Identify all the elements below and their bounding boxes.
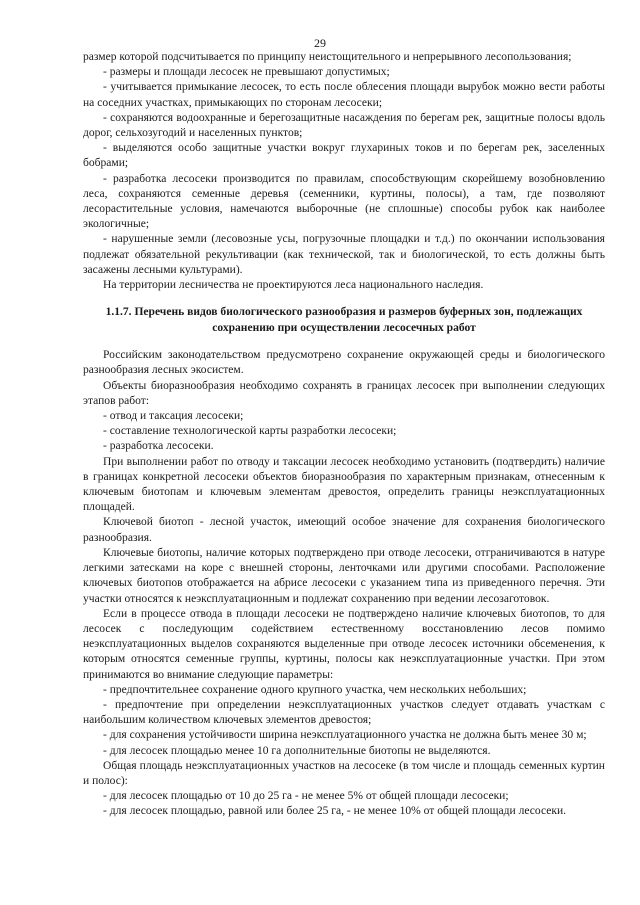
paragraph: Ключевые биотопы, наличие которых подтверждено при отводе лесосеки, отграничиваются в натуре легкими затесками на коре с внешней стороны, ленточками или другими способами. Расположение ключевых биотопов отображается на абрисе лесосеки с указанием типа из приведенного перечня. Эти участки относятся к неэксплуатационным и подлежат сохранению при ведении лесозаготовок.	[83, 546, 605, 605]
paragraph: При выполнении работ по отводу и таксации лесосек необходимо установить (подтвердить) наличие в границах конкретной лесосеки объектов биоразнообразия по характерным признакам, отнесенным к ключевым биотопам и ключевым элементам древостоя, определить границы неэксплуатационных площадей.	[83, 455, 605, 514]
paragraph: Российским законодательством предусмотрено сохранение окружающей среды и биологического разнообразия лесных экосистем.	[83, 349, 605, 377]
paragraph: - разработка лесосеки производится по правилам, способствующим скорейшему возобновлению леса, сохраняются семенные деревья (семенники, куртины, полосы), а там, где позволяют лесорастительные условия, намечаются выборочные (не сплошные) способы рубок как наиболее экологичные;	[83, 172, 605, 231]
paragraph: Объекты биоразнообразия необходимо сохранять в границах лесосек при выполнении следующих этапов работ:	[83, 379, 605, 407]
page-number: 29	[314, 36, 326, 50]
paragraph: - предпочтительнее сохранение одного крупного участка, чем нескольких небольших;	[103, 683, 527, 696]
paragraph: - составление технологической карты разработки лесосеки;	[103, 425, 397, 438]
paragraph: Ключевой биотоп - лесной участок, имеющий особое значение для сохранения биологического разнообразия.	[83, 516, 605, 544]
paragraph: - выделяются особо защитные участки вокруг глухариных токов и по берегам рек, заселенных бобрами;	[83, 142, 605, 170]
paragraph: Если в процессе отвода в площади лесосеки не подтверждено наличие ключевых биотопов, то для лесосек с последующим содействием естественному восстановлению лесов помимо неэксплуатационных выделов сохраняются выделенные при отводе лесосек источники обсеменения, к которым относятся семенные группы, куртины, полосы как неэксплуатационные участки. При этом принимаются во внимание следующие параметры:	[83, 607, 605, 681]
paragraph: На территории лесничества не проектируются леса национального наследия.	[103, 279, 484, 292]
section-heading: 1.1.7. Перечень видов биологического разнообразия и размеров буферных зон, подлежащих сохранению при осуществлении лесосечных работ	[105, 306, 583, 334]
paragraph: размер которой подсчитывается по принципу неистощительного и непрерывного лесопользования;	[83, 51, 572, 63]
paragraph: - сохраняются водоохранные и берегозащитные насаждения по берегам рек, защитные полосы вдоль дорог, сельхозугодий и населенных пунктов;	[83, 111, 605, 140]
paragraph: - для сохранения устойчивости ширина неэксплуатационного участка не должна быть менее 30 м;	[103, 729, 587, 742]
paragraph: - разработка лесосеки.	[103, 440, 214, 453]
paragraph: - предпочтение при определении неэксплуатационных участков следует отдавать участкам с наибольшим количеством ключевых элементов древостоя;	[83, 698, 605, 727]
paragraph: - для лесосек площадью, равной или более 25 га, - не менее 10% от общей площади лесосеки.	[103, 805, 567, 818]
paragraph: - нарушенные земли (лесовозные усы, погрузочные площадки и т.д.) по окончании использования подлежат обязательной рекультивации (как технической, так и биологической, то есть должны быть засажены лесными культурами).	[83, 233, 605, 276]
paragraph: - для лесосек площадью менее 10 га дополнительные биотопы не выделяются.	[103, 744, 491, 757]
paragraph: - размеры и площади лесосек не превышают допустимых;	[103, 66, 390, 79]
paragraph: Общая площадь неэксплуатационных участков на лесосеке (в том числе и площадь семенных куртин и полос):	[83, 759, 605, 787]
page-body	[83, 50, 605, 820]
paragraph: - для лесосек площадью от 10 до 25 га - не менее 5% от общей площади лесосеки;	[103, 790, 509, 803]
paragraph: - отвод и таксация лесосеки;	[103, 410, 244, 423]
paragraph: - учитывается примыкание лесосек, то есть после облесения площади вырубок можно вести работы на соседних участках, примыкающих по сторонам лесосеки;	[83, 81, 605, 109]
